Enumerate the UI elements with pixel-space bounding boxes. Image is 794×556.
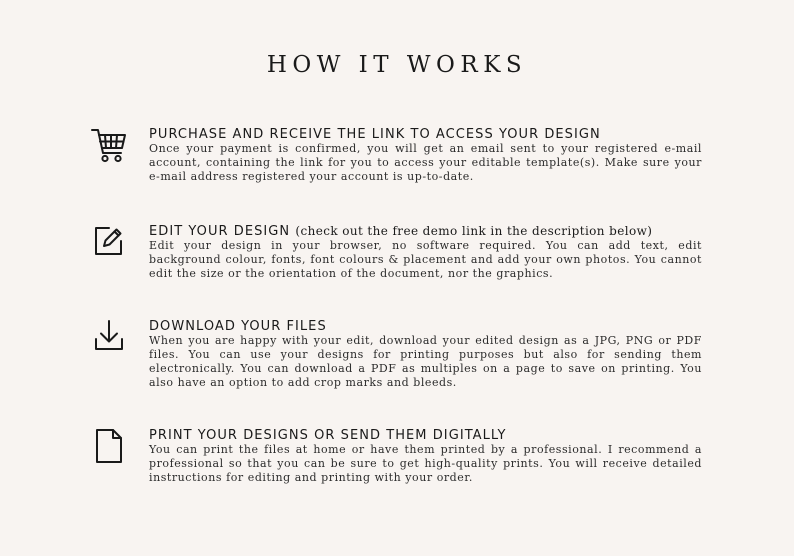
step-title: PRINT YOUR DESIGNS OR SEND THEM DIGITALLY <box>149 428 507 443</box>
step-text <box>149 428 702 485</box>
edit-icon <box>90 224 128 262</box>
step-text <box>149 224 702 281</box>
step-text <box>149 319 702 390</box>
page-title: HOW IT WORKS <box>266 52 528 78</box>
step-title: PURCHASE AND RECEIVE THE LINK TO ACCESS YOUR DESIGN <box>149 127 601 142</box>
step-text <box>149 127 702 184</box>
step-description: When you are happy with your edit, download your edited design as a JPG, PNG or PDF files. You can use your designs for printing purposes but also for sending them electronically. You can download a PDF as multiples on a page to save on printing. You also have an option to add crop marks and bleeds. <box>149 334 702 389</box>
shopping-cart-icon <box>90 127 128 165</box>
step-title-line <box>149 224 702 239</box>
step-title: EDIT YOUR DESIGN <box>149 224 291 239</box>
document-icon <box>90 428 128 466</box>
step-description: You can print the files at home or have them printed by a professional. I recommend a professional so that you can be sure to get high-quality prints. You will receive detailed instructions for editing and printing with your order. <box>149 443 702 484</box>
step-title-note: (check out the free demo link in the description below) <box>295 224 653 238</box>
download-icon <box>90 319 128 357</box>
step-description: Once your payment is confirmed, you will get an email sent to your registered e-mail account, containing the link for you to access your editable template(s). Make sure your e-mail address registered your account is up-to-date. <box>149 142 702 183</box>
step-description: Edit your design in your browser, no software required. You can add text, edit background colour, fonts, font colours & placement and add your own photos. You cannot edit the size or the orientation of the document, nor the graphics. <box>149 239 702 280</box>
step-title: DOWNLOAD YOUR FILES <box>149 319 327 334</box>
